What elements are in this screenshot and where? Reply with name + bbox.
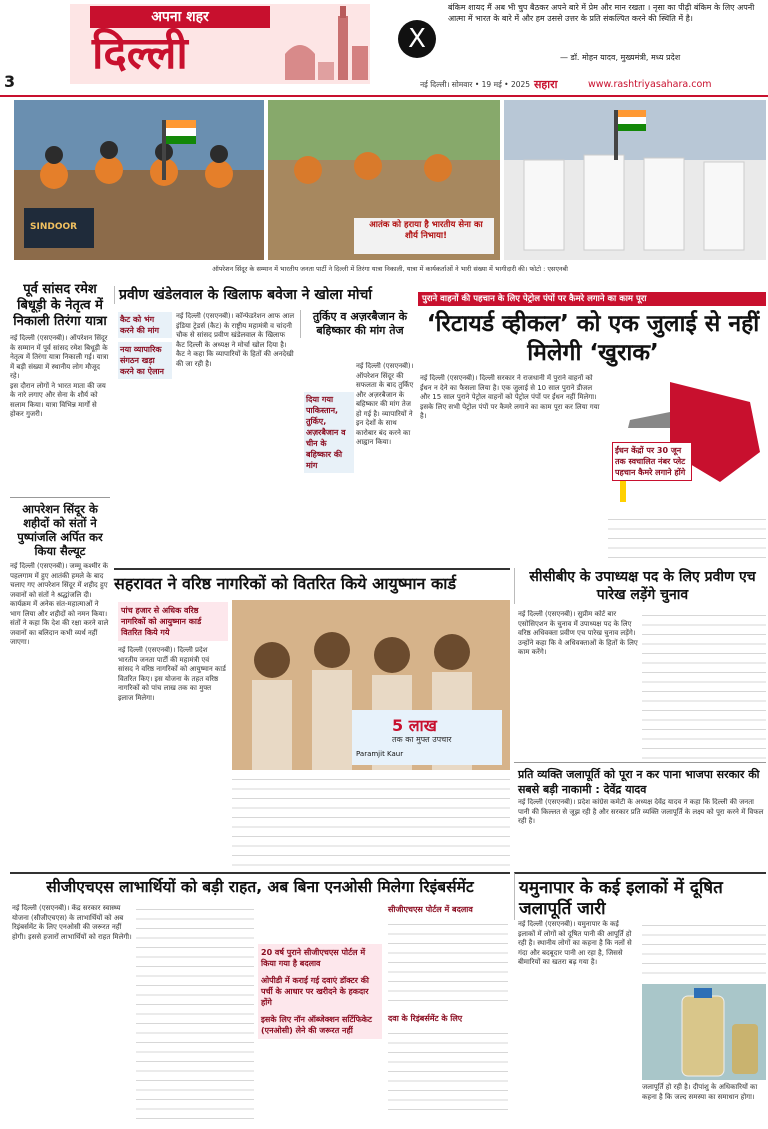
story-yamunapar [514, 872, 766, 920]
body-bidhuri: नई दिल्ली (एसएनबी)। ऑपरेशन सिंदूर के सम्मान में पूर्व सांसद रमेश बिधूड़ी के नेतृत्व में तिरंगा यात्रा निकाली गई। यात्रा में बड़ी संख्या में स्थानीय लोग मौजूद रहे। इस दौरान लोगों ने भारत माता की जय के नारे लगाए और सेना के शौर्य को सलाम किया। यात्रा विभिन्न मार्गों से होकर गुजरी। [10, 334, 109, 418]
body-scba: नई दिल्ली (एसएनबी)। सुप्रीम कोर्ट बार एसोसिएशन के चुनाव में उपाध्यक्ष पद के लिए वरिष्ठ अधिवक्ता प्रवीण एच पारेख चुनाव लड़ेंगे। उन्होंने कहा कि वे अधिवक्ताओं के हितों के लिए काम करेंगे। [518, 610, 638, 656]
yamunapar-photo-wrap [642, 920, 766, 1120]
rally-photo-1 [14, 100, 264, 260]
body-turkey: नई दिल्ली (एसएनबी)। ऑपरेशन सिंदूर की सफलता के बाद तुर्किए और अज़रबैजान के बहिष्कार की मांग तेज हो गई है। व्यापारियों ने इन देशों के साथ कारोबार बंद करने का आह्वान किया। [356, 362, 414, 446]
cghs-sub-2: दवा के रिइंबर्समेंट के लिए [388, 1014, 463, 1023]
headline-ayushman-wrap [114, 568, 510, 598]
headline-sant: आपरेशन सिंदूर के शहीदों को संतों ने पुष्पांजलि अर्पित कर किया सैल्यूट [17, 502, 103, 558]
cghs-col4 [388, 904, 508, 1124]
kicker-vehicle: पुराने वाहनों की पहचान के लिए पेट्रोल पंपों पर कैमरे लगाने का काम पूरा [418, 292, 766, 306]
body-sant: नई दिल्ली (एसएनबी)। जम्मू कश्मीर के पहलगाम में हुए आतंकी हमले के बाद चलाए गए आपरेशन सिंदूर में शहीद हुए जवानों को संतों ने श्रद्धांजलि दी। कार्यक्रम में अनेक संत-महात्माओं ने भाग लिया और शहीदों को नमन किया। संतों ने कहा कि देश की रक्षा करने वाले जवानों का बलिदान कभी व्यर्थ नहीं जाएगा। [10, 562, 109, 646]
body-yamunapar: नई दिल्ली (एसएनबी)। यमुनापार के कई इलाकों में लोगों को दूषित पानी की आपूर्ति हो रही है। स्थानीय लोगों का कहना है कि नलों से गंदा और बदबूदार पानी आ रहा है, जिससे बीमारियों का खतरा बढ़ गया है। [518, 920, 632, 966]
ayushman-card-name: Paramjit Kaur [356, 750, 404, 758]
headline-ayushman: सहरावत ने वरिष्ठ नागरिकों को वितरित किये आयुष्मान कार्ड [114, 574, 457, 593]
headline-khandelwal: प्रवीण खंडेलवाल के खिलाफ बवेजा ने खोला मोर्चा [119, 287, 372, 303]
quote: बंकिम शायद मैं अब भी चुप बैठकर अपने बारे में प्रेम और मान रखता । नृसा का पीढ़ी बंकिम के लिए अपनी आत्मा में भारत के बारे में और हम उससे उत्तर के प्रति संकल्पित करने की स्थिति में है। [448, 3, 755, 23]
ayushman-text-continued [232, 774, 510, 866]
headline-bidhuri: पूर्व सांसद रमेश बिधूड़ी के नेतृत्व में निकाली तिरंगा यात्रा [13, 282, 107, 329]
headline-scba: सीसीबीए के उपाध्यक्ष पद के लिए प्रवीण एच पारेख लड़ेंगे चुनाव [529, 569, 756, 603]
bullet-cghs-1: 20 वर्ष पुराने सीजीएचएस पोर्टल में किया गया है बदलाव [261, 948, 366, 968]
rally-photo-3 [504, 100, 766, 260]
skyline-icon [280, 6, 370, 82]
city-title: दिल्ली [92, 28, 188, 79]
bullet-cghs-3: इसके लिए नॉन ऑब्जेक्शन सर्टिफिकेट (एनओसी) लेने की जरूरत नहीं [261, 1015, 372, 1035]
quote-author: — डॉ. मोहन यादव, मुख्यमंत्री, मध्य प्रदेश [560, 53, 681, 62]
cghs-sub-1: सीजीएचएस पोर्टल में बदलाव [388, 905, 473, 914]
bullet-cghs-2: ओपीडी में कराई गई दवाएं डॉक्टर की पर्ची के आधार पर खरीदने के हकदार होंगे [261, 976, 369, 1007]
cghs-bullets [258, 904, 384, 1124]
body-khandelwal: नई दिल्ली (एसएनबी)। कॉन्फेडरेशन आफ आल इंडिया ट्रेडर्स (कैट) के राष्ट्रीय महामंत्री व चांदनी चौक से सांसद प्रवीण खंडेलवाल के खिलाफ कैट दिल्ली के अध्यक्ष ने मोर्चा खोल दिया है। कैट ने कहा कि व्यापारियों के हितों की अनदेखी की जा रही है। [176, 312, 295, 368]
ayushman-card-sub: तक का मुफ्त उपचार [392, 735, 452, 744]
masthead [0, 0, 768, 97]
bullet-vehicle: ईंधन केंद्रों पर 30 जून तक स्वचालित नंबर प्लेट पहचान कैमरे लगाने होंगे [612, 442, 692, 481]
x-logo-icon: X [398, 20, 436, 58]
yamunapar-caption: जलापूर्ति हो रही है। दीपांशु के अधिकारियों का कहना है कि जल्द समस्या का समाधान होगा। [642, 1083, 758, 1101]
body-vehicle: नई दिल्ली (एसएनबी)। दिल्ली सरकार ने राजधानी में पुराने वाहनों को ईंधन न देने का फैसला लिया है। एक जुलाई से 10 साल पुराने डीजल और 15 साल पुराने पेट्रोल वाहनों को पेट्रोल पंपों पर ईंधन नहीं मिलेगा। इसके लिए सभी पेट्रोल पंपों पर कैमरे लगाने का काम पूरा कर लिया गया है। [420, 374, 600, 420]
website: www.rashtriyasahara.com [588, 79, 712, 90]
rally-banner-2: आतंक को हराया है भारतीय सेना का शौर्य निभाया! [369, 220, 483, 241]
ayushman-card-text: 5 लाख [392, 716, 437, 735]
city-banner [70, 4, 370, 84]
sindoor-banner: SINDOOR [30, 222, 78, 232]
headline-vehicle: ‘रिटायर्ड व्हीकल’ को एक जुलाई से नहीं मिलेगी ‘खुराक’ [426, 311, 760, 366]
fuel-nozzle-image [610, 372, 764, 512]
headline-cghs: सीजीएचएस लाभार्थियों को बड़ी राहत, अब बिना एनओसी मिलेगा रिइंबर्समेंट [46, 878, 474, 896]
story-devendra [514, 762, 766, 797]
paper-logo: सहारा [534, 78, 558, 91]
bullet-turkey: दिया गया पाकिस्तान, तुर्किए, अज़रबैजान व चीन के बहिष्कार की मांग [304, 392, 354, 473]
scba-text-continued [642, 610, 766, 760]
body-ayushman: नई दिल्ली (एसएनबी)। दिल्ली प्रदेश भारतीय जनता पार्टी की महामंत्री एवं सांसद ने वरिष्ठ नागरिकों को आयुष्मान कार्ड वितरित किए। इस योजना के तहत वरिष्ठ नागरिकों को पांच लाख तक का मुफ्त इलाज मिलेगा। [118, 646, 226, 702]
body-cghs: नई दिल्ली (एसएनबी)। केंद्र सरकार स्वास्थ्य योजना (सीजीएचएस) के लाभार्थियों को अब रिइंबर्समेंट के लिए एनओसी की जरूरत नहीं होगी। इससे हजारों लाभार्थियों को राहत मिलेगी। [12, 904, 132, 941]
headline-yamunapar: यमुनापार के कई इलाकों में दूषित जलापूर्ति जारी [519, 878, 723, 919]
story-khandelwal [114, 286, 414, 304]
bullets-khandelwal [118, 312, 172, 379]
story-cghs [10, 872, 510, 900]
photo-caption: ऑपरेशन सिंदूर के सम्मान में भारतीय जनता पार्टी ने दिल्ली में तिरंगा यात्रा निकाली, यात्रा में कार्यकर्ताओं ने भारी संख्या में भागीदारी की। फोटो : एसएनबी [212, 265, 568, 273]
headline-devendra: प्रति व्यक्ति जलापूर्ति को पूरा न कर पाना भाजपा सरकार की सबसे बड़ी नाकामी : देवेंद्र यादव [518, 768, 760, 796]
body-devendra: नई दिल्ली (एसएनबी)। प्रदेश कांग्रेस कमेटी के अध्यक्ष देवेंद्र यादव ने कहा कि दिल्ली की जनता पानी की किल्लत से जूझ रही है और सरकार प्रति व्यक्ति जलापूर्ति के लक्ष्य को पूरा करने में विफल रही है। [518, 798, 764, 825]
cghs-text-col2 [136, 904, 254, 1124]
bullet-khandelwal-1: कैट को भंग करने की मांग [118, 312, 172, 338]
vehicle-text-continued [608, 514, 766, 564]
bullet-khandelwal-2: नया व्यापारिक संगठन खड़ा करने का ऐलान [118, 342, 172, 379]
ayushman-photo [232, 600, 510, 770]
story-sant [10, 497, 110, 867]
water-bottle-icon [642, 984, 766, 1080]
story-turkey [300, 310, 416, 338]
story-scba [514, 568, 766, 604]
apna-shahar-label: अपना शहर [90, 6, 270, 28]
dateline: नई दिल्ली। सोमवार • 19 मई • 2025 [420, 80, 531, 89]
headline-turkey: तुर्किए व अज़रबैजान के बहिष्कार की मांग तेज [312, 310, 408, 337]
page-number: 3 [4, 72, 16, 91]
bullet-ayushman: पांच हजार से अधिक वरिष्ठ नागरिकों को आयुष्मान कार्ड वितरित किये गये [118, 602, 228, 641]
story-bidhuri [10, 282, 110, 484]
rally-photo-2 [268, 100, 500, 260]
